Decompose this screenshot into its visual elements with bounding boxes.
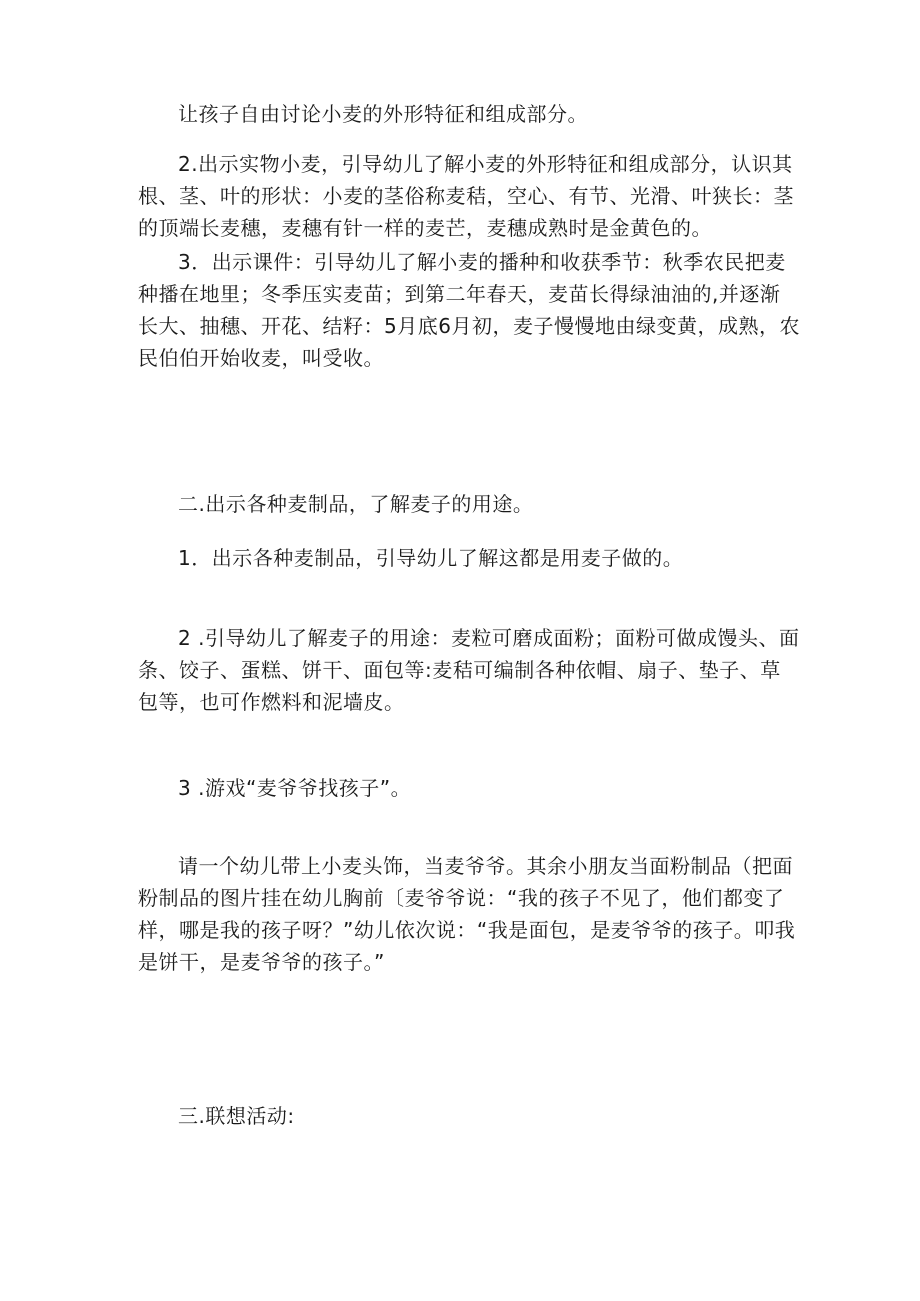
paragraph-step-3-courseware: 3．出示课件：引导幼儿了解小麦的播种和收获季节：秋季农民把麦种播在地里；冬季压实麦苗；到第二年春天，麦苗长得绿油油的,并逐渐长大、抽穗、开花、结籽：5月底6月初，麦子慢慢地由绿变黄，成熟，农民伯伯开始收麦，叫受收。	[138, 250, 800, 370]
paragraph-game-3: 3 .游戏“麦爷爷找孩子”。	[178, 776, 412, 800]
paragraph-step-2-real-wheat: 2.出示实物小麦，引导幼儿了解小麦的外形特征和组成部分，认识其根、茎、叶的形状：小麦的茎俗称麦秸，空心、有节、光滑、叶狭长：茎的顶端长麦穗，麦穗有针一样的麦芒，麦穗成熟时是金黄色的。	[138, 152, 794, 240]
paragraph-wheat-uses-2: 2 .引导幼儿了解麦子的用途：麦粒可磨成面粉；面粉可做成馒头、面条、饺子、蛋糕、饼干、面包等:麦秸可编制各种依帽、扇子、垫子、草包等，也可作燃料和泥墙皮。	[138, 626, 800, 714]
paragraph-wheat-products-1: 1．出示各种麦制品，引导幼儿了解这都是用麦子做的。	[178, 546, 684, 570]
paragraph-discussion: 让孩子自由讨论小麦的外形特征和组成部分。	[178, 102, 588, 126]
section-heading-3: 三.联想活动:	[178, 1104, 295, 1128]
section-heading-2: 二.出示各种麦制品，了解麦子的用途。	[178, 492, 534, 516]
paragraph-game-description: 请一个幼儿带上小麦头饰，当麦爷爷。其余小朋友当面粉制品（把面粉制品的图片挂在幼儿胸前〔麦爷爷说：“我的孩子不见了，他们都变了样，哪是我的孩子呀？”幼儿依次说：“我是面包，是麦爷爷的孩子。叩我是饼干，是麦爷爷的孩子。”	[138, 854, 796, 974]
